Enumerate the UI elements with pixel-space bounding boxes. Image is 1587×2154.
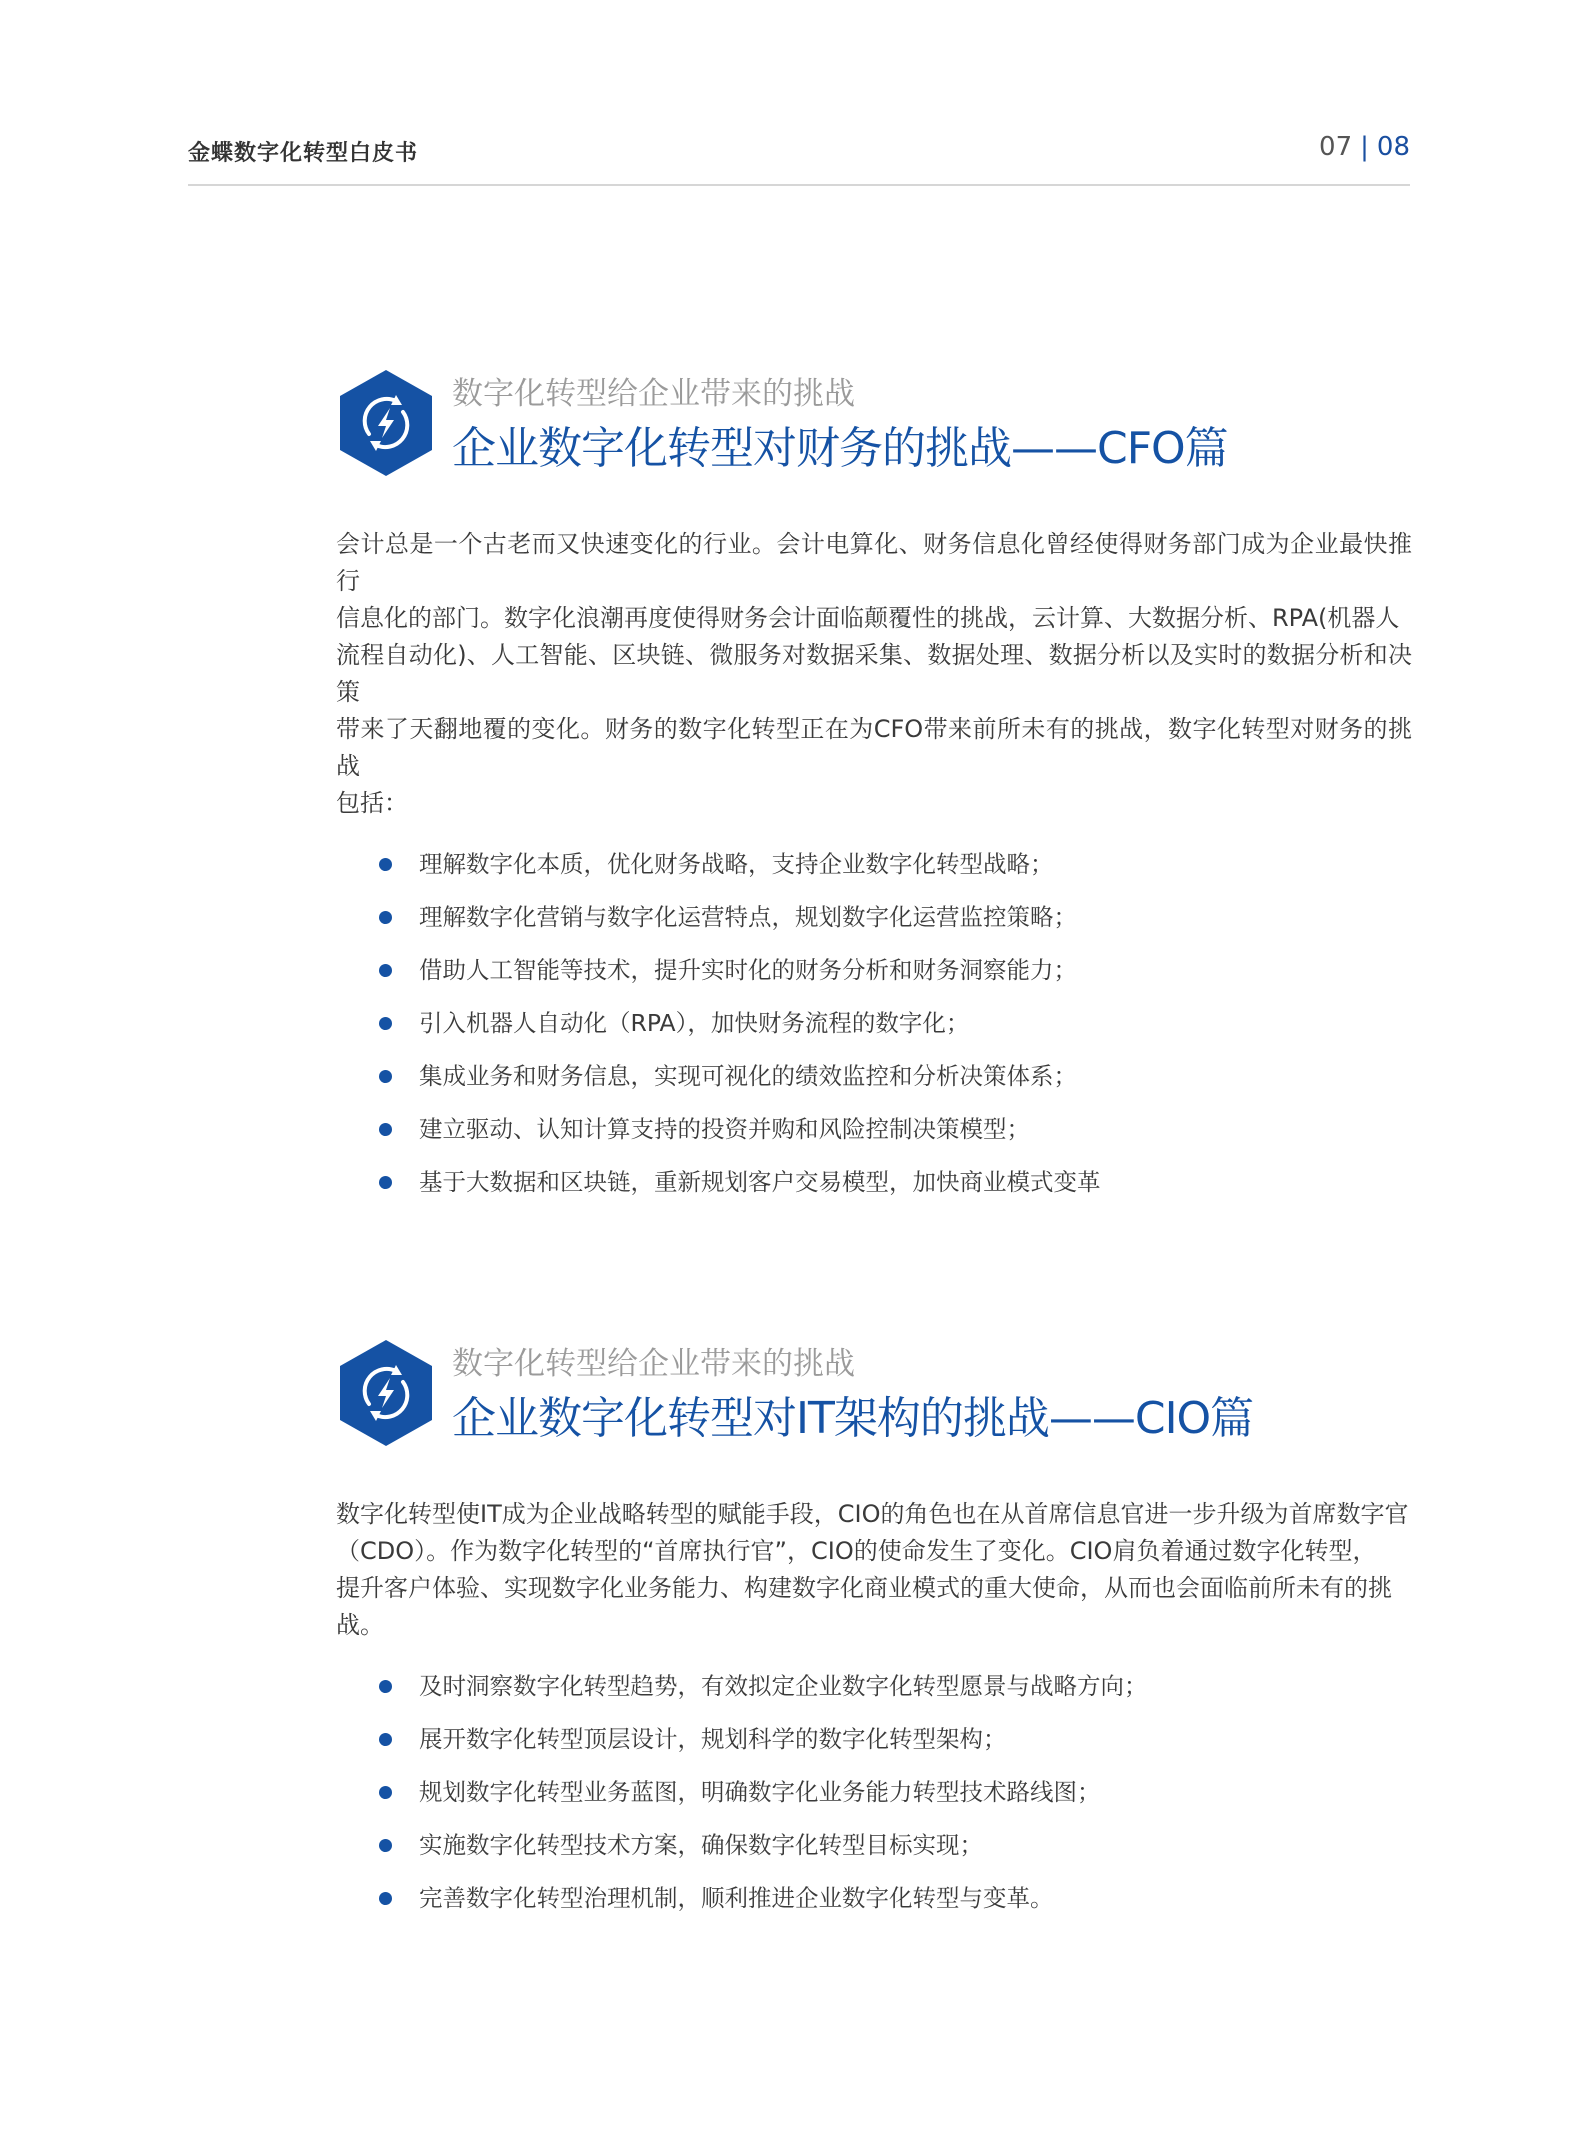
bullet-list [336,838,1412,1209]
list-item-text: 引入机器人自动化（RPA），加快财务流程的数字化； [419,1009,970,1037]
body-paragraph [336,1496,1412,1644]
paragraph-line: （CDO）。作为数字化转型的“首席执行官”，CIO的使命发生了变化。CIO肩负着通过数字化转型， [336,1537,1377,1565]
list-item [336,1766,1412,1819]
bullet-dot-icon [379,1123,392,1136]
list-item [336,1819,1412,1872]
section-title: 企业数字化转型对IT架构的挑战——CIO篇 [452,1393,1254,1444]
page-number-next: 08 [1376,132,1410,162]
list-item [336,1156,1412,1209]
section-body [336,1496,1412,1925]
list-item [336,838,1412,891]
list-item-text: 集成业务和财务信息，实现可视化的绩效监控和分析决策体系； [419,1062,1077,1090]
section-title: 企业数字化转型对财务的挑战——CFO篇 [452,423,1228,474]
list-item [336,997,1412,1050]
bullet-dot-icon [379,1017,392,1030]
list-item-text: 及时洞察数字化转型趋势，有效拟定企业数字化转型愿景与战略方向； [419,1672,1148,1700]
list-item-text: 规划数字化转型业务蓝图，明确数字化业务能力转型技术路线图； [419,1778,1101,1806]
paragraph-line: 流程自动化)、人工智能、区块链、微服务对数据采集、数据处理、数据分析以及实时的数据分析和决策 [336,641,1412,706]
body-paragraph [336,526,1412,822]
list-item [336,891,1412,944]
document-title: 金蝶数字化转型白皮书 [188,141,419,166]
list-item-text: 展开数字化转型顶层设计，规划科学的数字化转型架构； [419,1725,1007,1753]
paragraph-line: 提升客户体验、实现数字化业务能力、构建数字化商业模式的重大使命，从而也会面临前所未有的挑 [336,1574,1392,1602]
list-item-text: 理解数字化营销与数字化运营特点，规划数字化运营监控策略； [419,903,1077,931]
paragraph-line: 信息化的部门。数字化浪潮再度使得财务会计面临颠覆性的挑战，云计算、大数据分析、RPA(机器人 [336,604,1400,632]
section-body [336,526,1412,1209]
bullet-list [336,1660,1412,1925]
page-number-separator: | [1360,132,1369,162]
bullet-dot-icon [379,1786,392,1799]
page-header [188,128,1410,186]
list-item [336,1713,1412,1766]
list-item-text: 完善数字化转型治理机制，顺利推进企业数字化转型与变革。 [419,1884,1054,1912]
list-item [336,1103,1412,1156]
list-item-text: 理解数字化本质，优化财务战略，支持企业数字化转型战略； [419,850,1054,878]
bullet-dot-icon [379,1070,392,1083]
bullet-dot-icon [379,1176,392,1189]
section-cfo [336,368,1412,1209]
bullet-dot-icon [379,1892,392,1905]
paragraph-line: 带来了天翻地覆的变化。财务的数字化转型正在为CFO带来前所未有的挑战，数字化转型对财务的挑战 [336,715,1412,780]
section-subtitle: 数字化转型给企业带来的挑战 [452,376,855,412]
bullet-dot-icon [379,1733,392,1746]
page-number-current: 07 [1319,132,1353,162]
list-item-text: 基于大数据和区块链，重新规划客户交易模型，加快商业模式变革 [419,1168,1101,1196]
bullet-dot-icon [379,1839,392,1852]
paragraph-line: 战。 [336,1611,384,1639]
paragraph-line: 包括： [336,789,408,817]
bullet-dot-icon [379,858,392,871]
lightning-refresh-icon [336,368,436,478]
page-numbers [1319,132,1410,162]
list-item [336,1050,1412,1103]
paragraph-line: 数字化转型使IT成为企业战略转型的赋能手段，CIO的角色也在从首席信息官进一步升级为首席数字官 [336,1500,1409,1528]
list-item-text: 借助人工智能等技术，提升实时化的财务分析和财务洞察能力； [419,956,1077,984]
list-item-text: 实施数字化转型技术方案，确保数字化转型目标实现； [419,1831,983,1859]
section-cio [336,1338,1412,1925]
list-item [336,1872,1412,1925]
list-item-text: 建立驱动、认知计算支持的投资并购和风险控制决策模型； [419,1115,1030,1143]
bullet-dot-icon [379,911,392,924]
section-heading [336,368,1412,478]
section-heading [336,1338,1412,1448]
bullet-dot-icon [379,964,392,977]
list-item [336,944,1412,997]
paragraph-line: 会计总是一个古老而又快速变化的行业。会计电算化、财务信息化曾经使得财务部门成为企业最快推行 [336,530,1412,595]
section-subtitle: 数字化转型给企业带来的挑战 [452,1346,855,1382]
list-item [336,1660,1412,1713]
lightning-refresh-icon [336,1338,436,1448]
bullet-dot-icon [379,1680,392,1693]
